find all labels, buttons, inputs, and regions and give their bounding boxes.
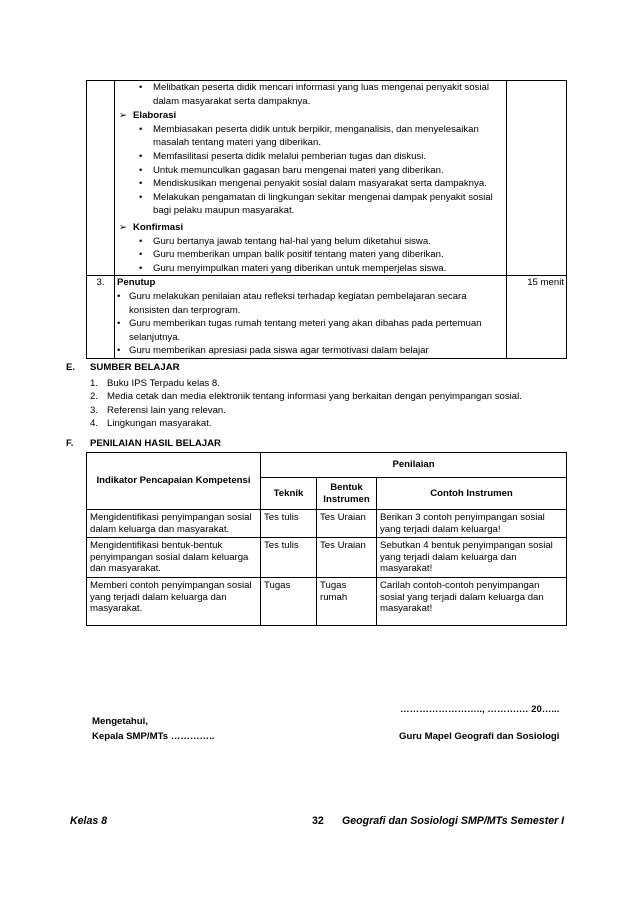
table-row [87, 577, 567, 625]
list-item: • Membiasakan peserta didik untuk berpikir, menganalisis, dan menyelesaikan masalah tentang materi yang diberikan. [117, 123, 504, 150]
signature-guru: Guru Mapel Geografi dan Sosiologi [399, 731, 560, 742]
header-bentuk: Bentuk Instrumen [317, 478, 377, 510]
signature-mengetahui: Mengetahui, [92, 716, 148, 727]
header-penilaian: Penilaian [261, 453, 567, 478]
list-item: 3. Referensi lain yang relevan. [90, 404, 226, 416]
cell-teknik: Tes tulis [261, 510, 317, 538]
cell-indikator: Mengidentifikasi bentuk-bentuk penyimpangan sosial dalam keluarga dan masyarakat. [87, 538, 261, 578]
activity-number: 3. [87, 276, 115, 359]
list-item: • Guru memberikan umpan balik positif tentang materi yang diberikan. [117, 248, 504, 262]
table-header-row [87, 453, 567, 478]
sumber-belajar-list [90, 377, 522, 431]
cell-teknik: Tes tulis [261, 538, 317, 578]
section-f-letter: F. [66, 438, 74, 449]
list-item: • Melakukan pengamatan di lingkungan sekitar mengenai dampak penyakit sosial bagi pelaku maupun masyarakat. [117, 191, 504, 218]
activity-content-cell [115, 276, 507, 359]
list-item: • Melibatkan peserta didik mencari informasi yang luas mengenai penyakit sosial dalam masyarakat serta dampaknya. [117, 81, 504, 108]
activity-number-cell [87, 81, 115, 276]
section-e-heading: SUMBER BELAJAR [90, 362, 180, 373]
list-item: • Untuk memunculkan gagasan baru mengenai materi yang diberikan. [117, 164, 504, 178]
list-item: • Mendiskusikan mengenai penyakit sosial dalam masyarakat serta dampaknya. [117, 177, 504, 191]
activity-row-penutup [87, 276, 567, 359]
assessment-table [86, 452, 567, 626]
cell-bentuk: Tes Uraian [317, 538, 377, 578]
list-item: • Guru memberikan apresiasi pada siswa agar termotivasi dalam belajar [117, 344, 504, 358]
activity-table [86, 80, 567, 359]
list-item: • Guru melakukan penilaian atau refleksi terhadap kegiatan pembelajaran secara konsisten dan terprogram. [117, 290, 504, 317]
penutup-heading: Penutup [117, 277, 156, 289]
list-item: • Guru menyimpulkan materi yang diberikan untuk memperjelas siswa. [117, 262, 504, 276]
header-indikator: Indikator Pencapaian Kompetensi [87, 453, 261, 510]
signature-date-line: …………………….., ……….… 20…... [400, 704, 560, 715]
section-e-letter: E. [66, 362, 76, 373]
cell-bentuk: Tugas rumah [317, 577, 377, 625]
activity-time: 15 menit [507, 276, 567, 359]
list-item: • Memfasilitasi peserta didik melalui pemberian tugas dan diskusi. [117, 150, 504, 164]
list-item: 4. Lingkungan masyarakat. [90, 418, 212, 430]
section-f-heading: PENILAIAN HASIL BELAJAR [90, 438, 221, 449]
header-teknik: Teknik [261, 478, 317, 510]
list-item: 2. Media cetak dan media elektronik tentang informasi yang berkaitan dengan penyimpangan sosial. [90, 391, 522, 403]
footer-right: Geografi dan Sosiologi SMP/MTs Semester I [342, 815, 565, 827]
cell-contoh: Carilah contoh-contoh penyimpangan sosial yang terjadi dalam keluarga dan masyarakat! [377, 577, 567, 625]
cell-contoh: Berikan 3 contoh penyimpangan sosial yang terjadi dalam keluarga! [377, 510, 567, 538]
list-item: 1. Buku IPS Terpadu kelas 8. [90, 378, 220, 389]
header-contoh: Contoh Instrumen [377, 478, 567, 510]
table-row [87, 510, 567, 538]
page-number: 32 [312, 815, 324, 827]
activity-time-cell [507, 81, 567, 276]
cell-indikator: Mengidentifikasi penyimpangan sosial dalam keluarga dan masyarakat. [87, 510, 261, 538]
elaborasi-heading: ➢ Elaborasi [117, 109, 504, 123]
section-e-title [66, 362, 180, 373]
signature-kepala: Kepala SMP/MTs ………….. [92, 731, 215, 742]
konfirmasi-heading: ➢ Konfirmasi [117, 221, 504, 235]
list-item: • Guru bertanya jawab tentang hal-hal yang belum diketahui siswa. [117, 235, 504, 249]
list-item: • Guru memberikan tugas rumah tentang meteri yang akan dibahas pada pertemuan selanjutnya. [117, 317, 504, 344]
section-f-title [66, 438, 221, 449]
activity-row-continued [87, 81, 567, 276]
cell-indikator: Memberi contoh penyimpangan sosial yang terjadi dalam keluarga dan masyarakat. [87, 577, 261, 625]
table-row [87, 538, 567, 578]
footer-left: Kelas 8 [70, 815, 108, 827]
activity-content-cell [115, 81, 507, 276]
cell-bentuk: Tes Uraian [317, 510, 377, 538]
cell-teknik: Tugas [261, 577, 317, 625]
cell-contoh: Sebutkan 4 bentuk penyimpangan sosial yang terjadi dalam keluarga dan masyarakat! [377, 538, 567, 578]
